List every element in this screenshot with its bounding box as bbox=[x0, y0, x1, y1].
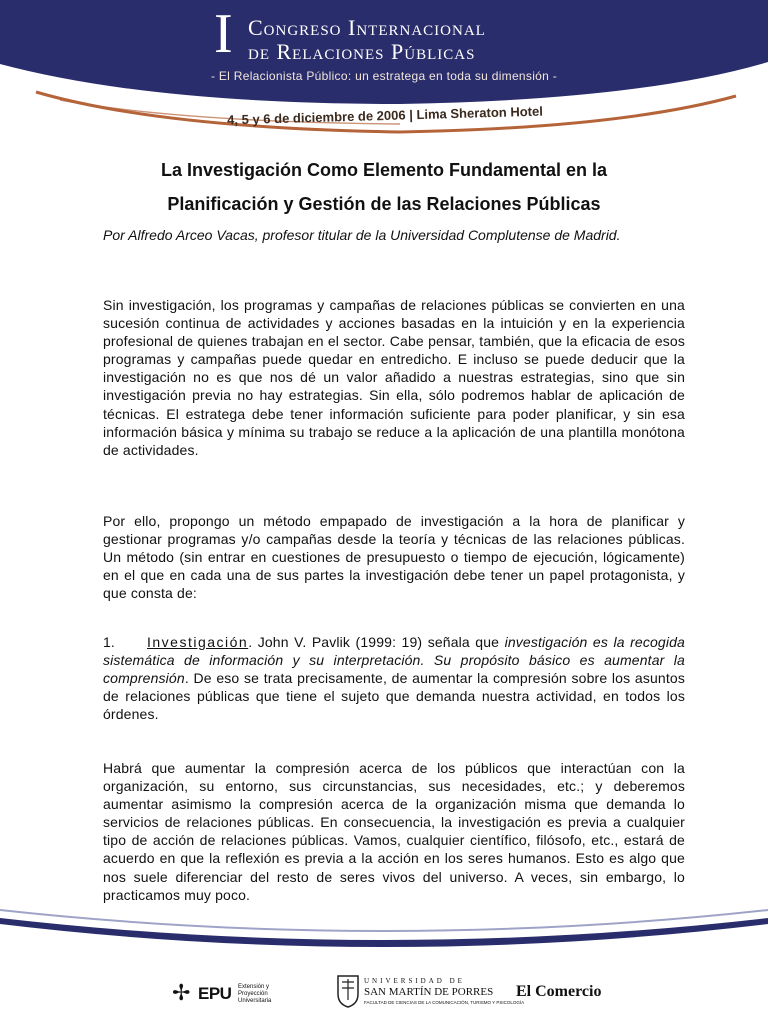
author-byline: Por Alfredo Arceo Vacas, profesor titular de la Universidad Complutense de Madrid. bbox=[103, 227, 621, 243]
paragraph-3 bbox=[103, 633, 685, 723]
conference-title-line1: Congreso Internacional bbox=[248, 15, 486, 40]
usmp-line3: FACULTAD DE CIENCIAS DE LA COMUNICACIÓN, TURISMO Y PSICOLOGÍA bbox=[364, 1000, 525, 1005]
conference-title-line2: de Relaciones Públicas bbox=[248, 39, 476, 64]
document-title bbox=[60, 153, 708, 221]
document-title-line2: Planificación y Gestión de las Relaciones Públicas bbox=[167, 194, 601, 214]
epu-mark-icon: ✢ bbox=[172, 980, 191, 1005]
paragraph-4: Habrá que aumentar la compresión acerca de los públicos que interactúan con la organización, su entorno, sus circunstancias, sus necesidades, etc.; y deberemos aumentar asimismo la compresión acerca de la organización misma que demanda lo servicios de relaciones públicas. En consecuencia, la investigación es previa a cualquier tipo de acción de relaciones públicas. Vamos, cualquier científico, filósofo, etc., estará de acuerdo en que la reflexión es previa a la acción en los seres humanos. Esto es algo que nos suele diferenciar del resto de seres vivos del universo. A veces, sin embargo, lo practicamos muy poco. bbox=[103, 760, 685, 903]
paragraph-3-text-b: . De eso se trata precisamente, de aumentar la compresión sobre los asuntos de relaciones públicas que tiene el sujeto que demanda nuestra actividad, en todos los órdenes. bbox=[103, 670, 685, 723]
usmp-line2: SAN MARTÍN DE PORRES bbox=[364, 986, 494, 998]
conference-subtitle: - El Relacionista Público: un estratega en toda su dimensión - bbox=[210, 69, 558, 83]
epu-logo bbox=[172, 978, 322, 1008]
paragraph-1: Sin investigación, los programas y campañas de relaciones públicas se convierten en una sucesión continua de actividades y acciones basadas en la intuición y en la experiencia profesional de quienes trabajan en el sector. Cabe pensar, también, que la eficacia de esos programas y campañas puede quedar en entredicho. E incluso se puede deducir que la investigación no es que nos dé un valor añadido a nuestras estrategias, sino que sin investigación previa no hay estrategias. Sin ella, sólo podremos hablar de aplicación de técnicas. El estratega debe tener información suficiente para poder planificar, y sin esa información básica y mínima su trabajo se reduce a la aplicación de una plantilla monótona de actividades. bbox=[103, 297, 685, 458]
el-comercio-logo: El Comercio bbox=[516, 983, 602, 1000]
document-title-line1: La Investigación Como Elemento Fundamental en la bbox=[160, 160, 608, 180]
usmp-line1: UNIVERSIDAD DE bbox=[364, 977, 465, 985]
usmp-logo bbox=[336, 974, 525, 1014]
conference-dates: 4, 5 y 6 de diciembre de 2006 | Lima Sheraton Hotel bbox=[226, 103, 544, 128]
paragraph-2: Por ello, propongo un método empapado de investigación a la hora de planificar y gestionar programas y/o campañas desde la teoría y técnicas de las relaciones públicas. Un método (sin entrar en cuestiones de presupuesto o tiempo de ejecución, lógicamente) en el que en cada una de sus partes la investigación debe tener un papel protagonista, y que consta de: bbox=[103, 513, 685, 602]
footer-wave-graphic bbox=[0, 900, 768, 970]
paragraph-3-text-a: . John V. Pavlik (1999: 19) señala que bbox=[248, 634, 505, 650]
list-number: 1. bbox=[103, 634, 115, 650]
section-heading-investigacion: Investigación bbox=[147, 634, 249, 650]
conference-header bbox=[0, 0, 768, 140]
epu-tagline: Extensión y Proyección Universitaria bbox=[238, 984, 272, 1004]
pavlik-quote: investigación es la recogida sistemática de información y su interpretación. Su propósito básico es aumentar la comprensión bbox=[103, 634, 685, 687]
edition-numeral: I bbox=[214, 3, 233, 65]
epu-name: EPU bbox=[198, 984, 232, 1003]
university-shield-icon bbox=[336, 974, 360, 1008]
conference-title bbox=[248, 16, 486, 64]
